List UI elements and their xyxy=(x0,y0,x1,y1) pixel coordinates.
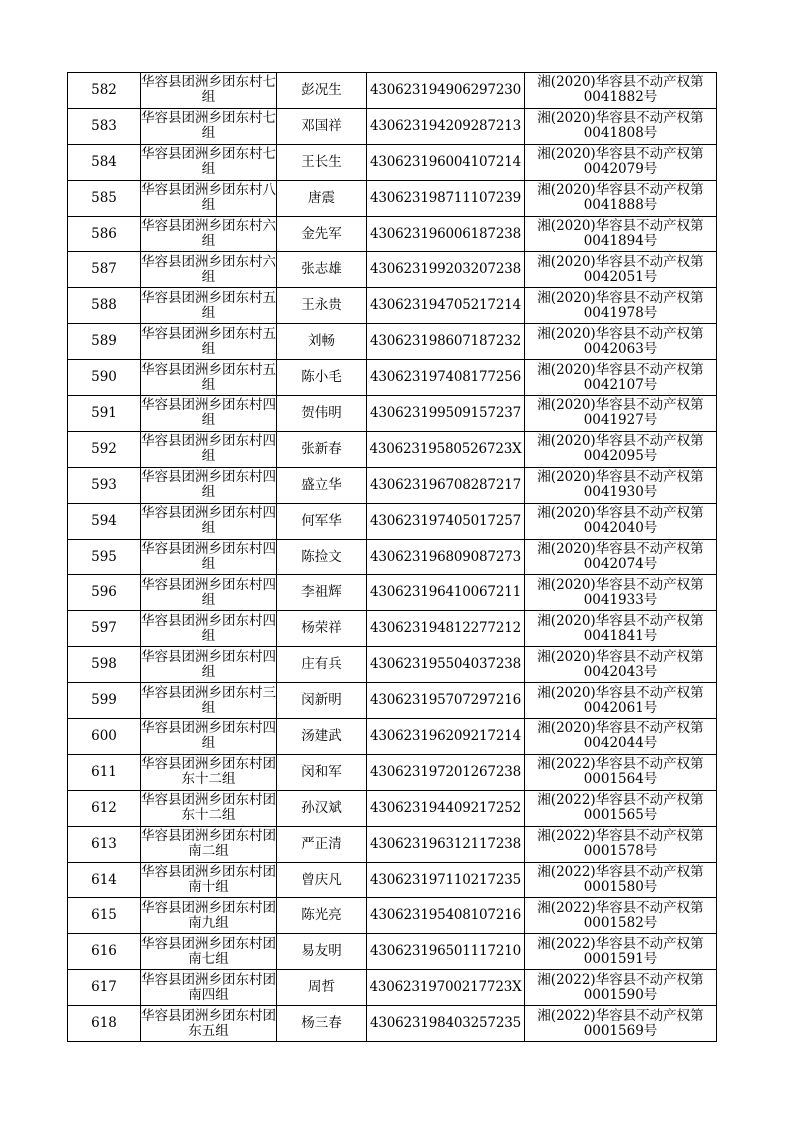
table-row xyxy=(68,180,717,216)
certificate-cell xyxy=(525,108,717,144)
id-number-cell: 430623195504037238 xyxy=(367,647,525,683)
owner-name-cell: 张新春 xyxy=(277,431,367,467)
certificate-line-2: 0042061号 xyxy=(583,699,658,716)
certificate-line-1: 湘(2022)华容县不动产权第 xyxy=(537,935,704,952)
location-cell-text: 华容县团洲乡团东村四组 xyxy=(141,433,276,465)
certificate-cell xyxy=(525,575,717,611)
location-cell-text: 华容县团洲乡团东村四组 xyxy=(141,612,276,644)
row-number-cell: 599 xyxy=(68,683,141,719)
owner-name-cell: 曾庆凡 xyxy=(277,862,367,898)
certificate-cell xyxy=(525,898,717,934)
certificate-line-2: 0041894号 xyxy=(583,233,658,249)
row-number-cell: 587 xyxy=(68,252,141,288)
location-cell-text: 华容县团洲乡团东村四组 xyxy=(141,541,276,573)
certificate-line-2: 0041927号 xyxy=(583,412,658,429)
table-row xyxy=(68,754,717,790)
certificate-line-1: 湘(2020)华容县不动产权第 xyxy=(537,612,704,629)
location-cell xyxy=(141,862,277,898)
table-row xyxy=(68,719,717,755)
id-number-cell: 430623195707297216 xyxy=(367,683,525,719)
location-cell-text: 华容县团洲乡团东村七组 xyxy=(141,74,276,106)
location-cell-text: 华容县团洲乡团东村团南九组 xyxy=(141,899,276,931)
id-number-cell: 430623196209217214 xyxy=(367,719,525,755)
certificate-line-2: 0042043号 xyxy=(583,663,658,680)
row-number-cell: 612 xyxy=(68,790,141,826)
location-cell-text: 华容县团洲乡团东村五组 xyxy=(141,361,276,393)
table-row xyxy=(68,611,717,647)
owner-name-cell: 王长生 xyxy=(277,144,367,180)
row-number-cell: 595 xyxy=(68,539,141,575)
location-cell xyxy=(141,73,277,109)
location-cell-text: 华容县团洲乡团东村团南七组 xyxy=(141,935,276,967)
table-row xyxy=(68,431,717,467)
certificate-line-1: 湘(2020)华容县不动产权第 xyxy=(537,648,704,665)
certificate-line-2: 0041888号 xyxy=(583,197,658,214)
location-cell xyxy=(141,216,277,252)
certificate-line-1: 湘(2020)华容县不动产权第 xyxy=(537,720,704,737)
location-cell xyxy=(141,180,277,216)
row-number-cell: 616 xyxy=(68,934,141,970)
certificate-line-2: 0042079号 xyxy=(583,161,658,178)
location-cell xyxy=(141,431,277,467)
property-registry-table xyxy=(67,72,717,1042)
certificate-cell xyxy=(525,754,717,790)
row-number-cell: 611 xyxy=(68,754,141,790)
table-row xyxy=(68,288,717,324)
id-number-cell: 430623196809087273 xyxy=(367,539,525,575)
row-number-cell: 592 xyxy=(68,431,141,467)
certificate-line-2: 0001582号 xyxy=(583,914,658,931)
location-cell xyxy=(141,611,277,647)
certificate-line-2: 0041882号 xyxy=(583,89,658,106)
certificate-line-1: 湘(2020)华容县不动产权第 xyxy=(537,325,704,342)
certificate-line-2: 0041933号 xyxy=(583,591,658,608)
location-cell-text: 华容县团洲乡团东村六组 xyxy=(141,218,276,249)
registry-table-body xyxy=(68,73,717,1042)
certificate-line-1: 湘(2020)华容县不动产权第 xyxy=(537,182,704,199)
location-cell-text: 华容县团洲乡团东村六组 xyxy=(141,253,276,285)
certificate-cell xyxy=(525,360,717,396)
certificate-cell xyxy=(525,288,717,324)
location-cell-text: 华容县团洲乡团东村团东十二组 xyxy=(141,756,276,788)
id-number-cell: 430623199509157237 xyxy=(367,396,525,432)
certificate-line-1: 湘(2020)华容县不动产权第 xyxy=(537,110,704,127)
owner-name-cell: 陈光亮 xyxy=(277,898,367,934)
location-cell-text: 华容县团洲乡团东村五组 xyxy=(141,289,276,321)
certificate-cell xyxy=(525,216,717,252)
row-number-cell: 596 xyxy=(68,575,141,611)
location-cell-text: 华容县团洲乡团东村四组 xyxy=(141,648,276,680)
location-cell xyxy=(141,970,277,1006)
owner-name-cell: 庄有兵 xyxy=(277,647,367,683)
location-cell-text: 华容县团洲乡团东村四组 xyxy=(141,505,276,537)
row-number-cell: 615 xyxy=(68,898,141,934)
certificate-line-1: 湘(2022)华容县不动产权第 xyxy=(537,864,704,881)
row-number-cell: 590 xyxy=(68,360,141,396)
certificate-cell xyxy=(525,719,717,755)
certificate-cell xyxy=(525,539,717,575)
certificate-cell xyxy=(525,826,717,862)
row-number-cell: 617 xyxy=(68,970,141,1006)
owner-name-cell: 张志雄 xyxy=(277,252,367,288)
location-cell xyxy=(141,252,277,288)
certificate-cell xyxy=(525,1006,717,1042)
location-cell-text: 华容县团洲乡团东村团东五组 xyxy=(141,1007,276,1039)
location-cell xyxy=(141,754,277,790)
certificate-line-2: 0041841号 xyxy=(583,627,658,644)
owner-name-cell: 闵和军 xyxy=(277,754,367,790)
id-number-cell: 430623197408177256 xyxy=(367,360,525,396)
location-cell-text: 华容县团洲乡团东村团南十组 xyxy=(141,864,276,896)
certificate-line-2: 0001590号 xyxy=(583,986,658,1003)
location-cell-text: 华容县团洲乡团东村七组 xyxy=(141,146,276,178)
table-row xyxy=(68,396,717,432)
owner-name-cell: 王永贵 xyxy=(277,288,367,324)
id-number-cell: 430623194906297230 xyxy=(367,73,525,109)
location-cell-text: 华容县团洲乡团东村八组 xyxy=(141,182,276,214)
location-cell-text: 华容县团洲乡团东村四组 xyxy=(141,397,276,429)
certificate-line-2: 0042107号 xyxy=(583,376,658,393)
id-number-cell: 43062319700217723X xyxy=(367,970,525,1006)
id-number-cell: 430623199203207238 xyxy=(367,252,525,288)
certificate-line-1: 湘(2020)华容县不动产权第 xyxy=(537,541,704,558)
row-number-cell: 618 xyxy=(68,1006,141,1042)
row-number-cell: 614 xyxy=(68,862,141,898)
certificate-cell xyxy=(525,396,717,432)
table-row xyxy=(68,826,717,862)
row-number-cell: 600 xyxy=(68,719,141,755)
location-cell xyxy=(141,934,277,970)
certificate-line-2: 0042063号 xyxy=(583,340,658,357)
certificate-line-1: 湘(2020)华容县不动产权第 xyxy=(537,505,704,522)
owner-name-cell: 彭况生 xyxy=(277,73,367,109)
certificate-line-1: 湘(2022)华容县不动产权第 xyxy=(537,828,704,845)
location-cell xyxy=(141,719,277,755)
certificate-line-1: 湘(2020)华容县不动产权第 xyxy=(537,576,704,593)
certificate-line-1: 湘(2020)华容县不动产权第 xyxy=(537,74,704,91)
owner-name-cell: 刘畅 xyxy=(277,324,367,360)
certificate-line-2: 0042040号 xyxy=(583,520,658,537)
owner-name-cell: 陈捡文 xyxy=(277,539,367,575)
certificate-line-1: 湘(2020)华容县不动产权第 xyxy=(537,397,704,414)
location-cell xyxy=(141,108,277,144)
owner-name-cell: 闵新明 xyxy=(277,683,367,719)
row-number-cell: 584 xyxy=(68,144,141,180)
location-cell-text: 华容县团洲乡团东村四组 xyxy=(141,469,276,501)
owner-name-cell: 严正清 xyxy=(277,826,367,862)
certificate-cell xyxy=(525,503,717,539)
owner-name-cell: 金先军 xyxy=(277,216,367,252)
owner-name-cell: 杨三春 xyxy=(277,1006,367,1042)
table-row xyxy=(68,647,717,683)
location-cell xyxy=(141,144,277,180)
table-row xyxy=(68,539,717,575)
certificate-line-1: 湘(2020)华容县不动产权第 xyxy=(537,433,704,450)
certificate-line-2: 0001591号 xyxy=(583,950,658,967)
id-number-cell: 430623194705217214 xyxy=(367,288,525,324)
table-row xyxy=(68,1006,717,1042)
certificate-line-1: 湘(2020)华容县不动产权第 xyxy=(537,684,704,701)
table-row xyxy=(68,324,717,360)
id-number-cell: 430623196312117238 xyxy=(367,826,525,862)
certificate-line-1: 湘(2022)华容县不动产权第 xyxy=(537,1007,704,1024)
location-cell xyxy=(141,898,277,934)
certificate-line-1: 湘(2020)华容县不动产权第 xyxy=(537,469,704,486)
certificate-cell xyxy=(525,467,717,503)
owner-name-cell: 唐震 xyxy=(277,180,367,216)
table-row xyxy=(68,252,717,288)
certificate-line-1: 湘(2020)华容县不动产权第 xyxy=(537,361,704,378)
owner-name-cell: 盛立华 xyxy=(277,467,367,503)
id-number-cell: 430623194812277212 xyxy=(367,611,525,647)
certificate-line-1: 湘(2022)华容县不动产权第 xyxy=(537,899,704,916)
table-row xyxy=(68,790,717,826)
certificate-cell xyxy=(525,862,717,898)
certificate-line-2: 0042095号 xyxy=(583,448,658,465)
table-row xyxy=(68,862,717,898)
location-cell-text: 华容县团洲乡团东村四组 xyxy=(141,720,276,752)
row-number-cell: 594 xyxy=(68,503,141,539)
table-row xyxy=(68,934,717,970)
location-cell-text: 华容县团洲乡团东村团南二组 xyxy=(141,828,276,860)
location-cell xyxy=(141,826,277,862)
certificate-line-2: 0042074号 xyxy=(583,556,658,573)
certificate-cell xyxy=(525,144,717,180)
id-number-cell: 430623196006187238 xyxy=(367,216,525,252)
owner-name-cell: 李祖辉 xyxy=(277,575,367,611)
row-number-cell: 588 xyxy=(68,288,141,324)
location-cell xyxy=(141,683,277,719)
certificate-line-2: 0001578号 xyxy=(583,843,658,860)
certificate-cell xyxy=(525,180,717,216)
table-row xyxy=(68,503,717,539)
certificate-line-2: 0042051号 xyxy=(583,268,658,285)
owner-name-cell: 何军华 xyxy=(277,503,367,539)
table-row xyxy=(68,144,717,180)
location-cell xyxy=(141,539,277,575)
location-cell xyxy=(141,360,277,396)
certificate-line-1: 湘(2020)华容县不动产权第 xyxy=(537,289,704,306)
certificate-line-2: 0001580号 xyxy=(583,879,658,896)
certificate-line-2: 0041978号 xyxy=(583,304,658,321)
row-number-cell: 598 xyxy=(68,647,141,683)
certificate-line-1: 湘(2020)华容县不动产权第 xyxy=(537,146,704,163)
location-cell xyxy=(141,503,277,539)
location-cell-text: 华容县团洲乡团东村四组 xyxy=(141,576,276,608)
certificate-line-2: 0041930号 xyxy=(583,484,658,501)
row-number-cell: 583 xyxy=(68,108,141,144)
certificate-line-1: 湘(2022)华容县不动产权第 xyxy=(537,756,704,773)
certificate-line-2: 0001564号 xyxy=(583,771,658,788)
certificate-line-2: 0042044号 xyxy=(583,735,658,752)
certificate-line-1: 湘(2020)华容县不动产权第 xyxy=(537,218,704,234)
id-number-cell: 430623197201267238 xyxy=(367,754,525,790)
table-row xyxy=(68,898,717,934)
owner-name-cell: 贺伟明 xyxy=(277,396,367,432)
owner-name-cell: 邓国祥 xyxy=(277,108,367,144)
row-number-cell: 597 xyxy=(68,611,141,647)
id-number-cell: 430623196501117210 xyxy=(367,934,525,970)
table-row xyxy=(68,73,717,109)
id-number-cell: 430623196004107214 xyxy=(367,144,525,180)
location-cell xyxy=(141,324,277,360)
certificate-cell xyxy=(525,431,717,467)
table-row xyxy=(68,216,717,252)
id-number-cell: 430623195408107216 xyxy=(367,898,525,934)
certificate-cell xyxy=(525,934,717,970)
location-cell-text: 华容县团洲乡团东村团南四组 xyxy=(141,971,276,1003)
id-number-cell: 430623198607187232 xyxy=(367,324,525,360)
location-cell xyxy=(141,288,277,324)
row-number-cell: 586 xyxy=(68,216,141,252)
id-number-cell: 430623196410067211 xyxy=(367,575,525,611)
certificate-cell xyxy=(525,324,717,360)
certificate-line-2: 0001565号 xyxy=(583,807,658,824)
location-cell xyxy=(141,790,277,826)
table-row xyxy=(68,683,717,719)
certificate-line-2: 0041808号 xyxy=(583,125,658,142)
certificate-line-1: 湘(2020)华容县不动产权第 xyxy=(537,253,704,270)
certificate-cell xyxy=(525,73,717,109)
certificate-cell xyxy=(525,790,717,826)
table-row xyxy=(68,575,717,611)
id-number-cell: 430623197110217235 xyxy=(367,862,525,898)
table-row xyxy=(68,467,717,503)
certificate-line-2: 0001569号 xyxy=(583,1022,658,1039)
id-number-cell: 430623196708287217 xyxy=(367,467,525,503)
location-cell-text: 华容县团洲乡团东村七组 xyxy=(141,110,276,142)
certificate-cell xyxy=(525,970,717,1006)
location-cell-text: 华容县团洲乡团东村五组 xyxy=(141,325,276,357)
location-cell xyxy=(141,575,277,611)
certificate-cell xyxy=(525,647,717,683)
table-row xyxy=(68,108,717,144)
row-number-cell: 613 xyxy=(68,826,141,862)
location-cell xyxy=(141,467,277,503)
certificate-line-1: 湘(2022)华容县不动产权第 xyxy=(537,971,704,988)
id-number-cell: 430623197405017257 xyxy=(367,503,525,539)
certificate-cell xyxy=(525,683,717,719)
id-number-cell: 430623198403257235 xyxy=(367,1006,525,1042)
owner-name-cell: 陈小毛 xyxy=(277,360,367,396)
id-number-cell: 43062319580526723X xyxy=(367,431,525,467)
owner-name-cell: 汤建武 xyxy=(277,719,367,755)
location-cell xyxy=(141,396,277,432)
table-row xyxy=(68,970,717,1006)
id-number-cell: 430623194409217252 xyxy=(367,790,525,826)
owner-name-cell: 杨荣祥 xyxy=(277,611,367,647)
certificate-cell xyxy=(525,611,717,647)
owner-name-cell: 周哲 xyxy=(277,970,367,1006)
certificate-cell xyxy=(525,252,717,288)
certificate-line-1: 湘(2022)华容县不动产权第 xyxy=(537,792,704,809)
row-number-cell: 589 xyxy=(68,324,141,360)
location-cell xyxy=(141,1006,277,1042)
location-cell xyxy=(141,647,277,683)
table-row xyxy=(68,360,717,396)
row-number-cell: 591 xyxy=(68,396,141,432)
owner-name-cell: 孙汉斌 xyxy=(277,790,367,826)
row-number-cell: 582 xyxy=(68,73,141,109)
owner-name-cell: 易友明 xyxy=(277,934,367,970)
id-number-cell: 430623198711107239 xyxy=(367,180,525,216)
row-number-cell: 593 xyxy=(68,467,141,503)
location-cell-text: 华容县团洲乡团东村三组 xyxy=(141,684,276,716)
row-number-cell: 585 xyxy=(68,180,141,216)
id-number-cell: 430623194209287213 xyxy=(367,108,525,144)
location-cell-text: 华容县团洲乡团东村团东十二组 xyxy=(141,792,276,824)
